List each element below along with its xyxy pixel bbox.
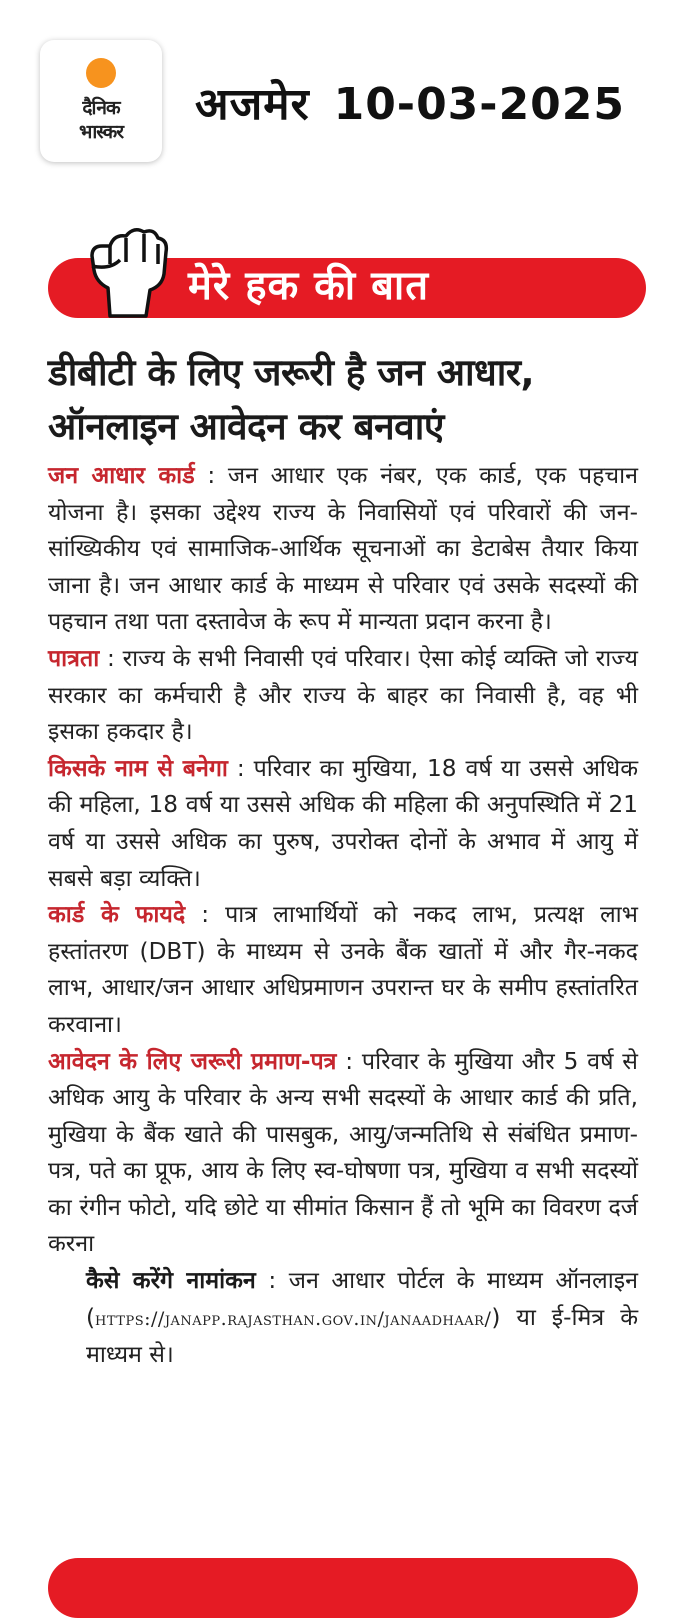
logo-text-line2: भास्कर [78,121,124,143]
raised-fist-icon [78,222,170,332]
section-text: : परिवार का मुखिया, 18 वर्ष या उससे अधिक की महिला, 18 वर्ष या उससे अधिक की महिला की अनुपस्थिति में 21 वर्ष या उससे अधिक का पुरुष, उपरोक्त दोनों के अभाव में आयु में सबसे बड़ा व्यक्ति। [48,754,638,892]
section-enrollment [48,1263,638,1374]
section-jan-aadhaar [48,458,638,641]
page-header [0,0,693,210]
enrollment-text-after: ) या ई-मित्र के माध्यम से। [86,1303,638,1369]
logo-text-line1: दैनिक [82,97,120,119]
section-label: आवेदन के लिए जरूरी प्रमाण-पत्र [48,1047,337,1075]
banner-title: मेरे हक की बात [188,263,430,309]
section-eligibility [48,641,638,751]
section-benefits [48,897,638,1043]
dainik-bhaskar-logo [40,40,162,162]
article-headline [48,346,668,454]
section-documents [48,1044,638,1264]
headline-line1: डीबीटी के लिए जरूरी है जन आधार, [48,351,535,394]
article-body [48,458,638,1374]
enrollment-label: कैसे करेंगे नामांकन [86,1267,256,1295]
section-text: : पात्र लाभार्थियों को नकद लाभ, प्रत्यक्ष लाभ हस्तांतरण (DBT) के माध्यम से उनके बैंक खातों में और गैर-नकद लाभ, आधार/जन आधार अधिप्रमाणन उपरान्त घर के समीप हस्तांतरित करवाना। [48,901,638,1038]
edition-date: 10-03-2025 [333,79,626,130]
section-text: : जन आधार एक नंबर, एक कार्ड, एक पहचान योजना है। इसका उद्देश्य राज्य के निवासियों एवं परिवारों की जन-सांख्यिकीय एवं सामाजिक-आर्थिक सूचनाओं का डेटाबेस तैयार किया जाना है। जन आधार कार्ड के माध्यम से परिवार एवं उसके सदस्यों की पहचान तथा पता दस्तावेज के रूप में मान्यता प्रदान करना है। [48,462,639,636]
headline-line2: ऑनलाइन आवेदन कर बनवाएं [48,405,444,448]
section-label: कार्ड के फायदे [48,901,186,929]
section-label: पात्रता [48,644,100,672]
edition-line [195,72,649,132]
portal-url: https://janapp.rajasthan.gov.in/janaadhaar/ [95,1307,492,1330]
section-label: जन आधार कार्ड [48,462,195,489]
section-label: किसके नाम से बनेगा [48,754,228,782]
enrollment-text-before: : जन आधार पोर्टल के माध्यम ऑनलाइन ( [86,1267,638,1331]
section-whose-name [48,751,638,897]
next-banner-edge [48,1558,638,1618]
section-text: : परिवार के मुखिया और 5 वर्ष से अधिक आयु के परिवार के अन्य सभी सदस्यों के आधार कार्ड की प्रति, मुखिया के बैंक खाते की पासबुक, आयु/जन्मतिथि से संबंधित प्रमाण-पत्र, पते का प्रूफ, आय के लिए स्व-घोषणा पत्र, मुखिया व सभी सदस्यों का रंगीन फोटो, यदि छोटे या सीमांत किसान हैं तो भूमि का विवरण दर्ज करना [48,1047,638,1258]
edition-city: अजमेर [195,79,310,130]
section-text: : राज्य के सभी निवासी एवं परिवार। ऐसा कोई व्यक्ति जो राज्य सरकार का कर्मचारी है और राज्य के बाहर का निवासी है, वह भी इसका हकदार है। [48,644,638,746]
sun-icon [86,58,116,88]
